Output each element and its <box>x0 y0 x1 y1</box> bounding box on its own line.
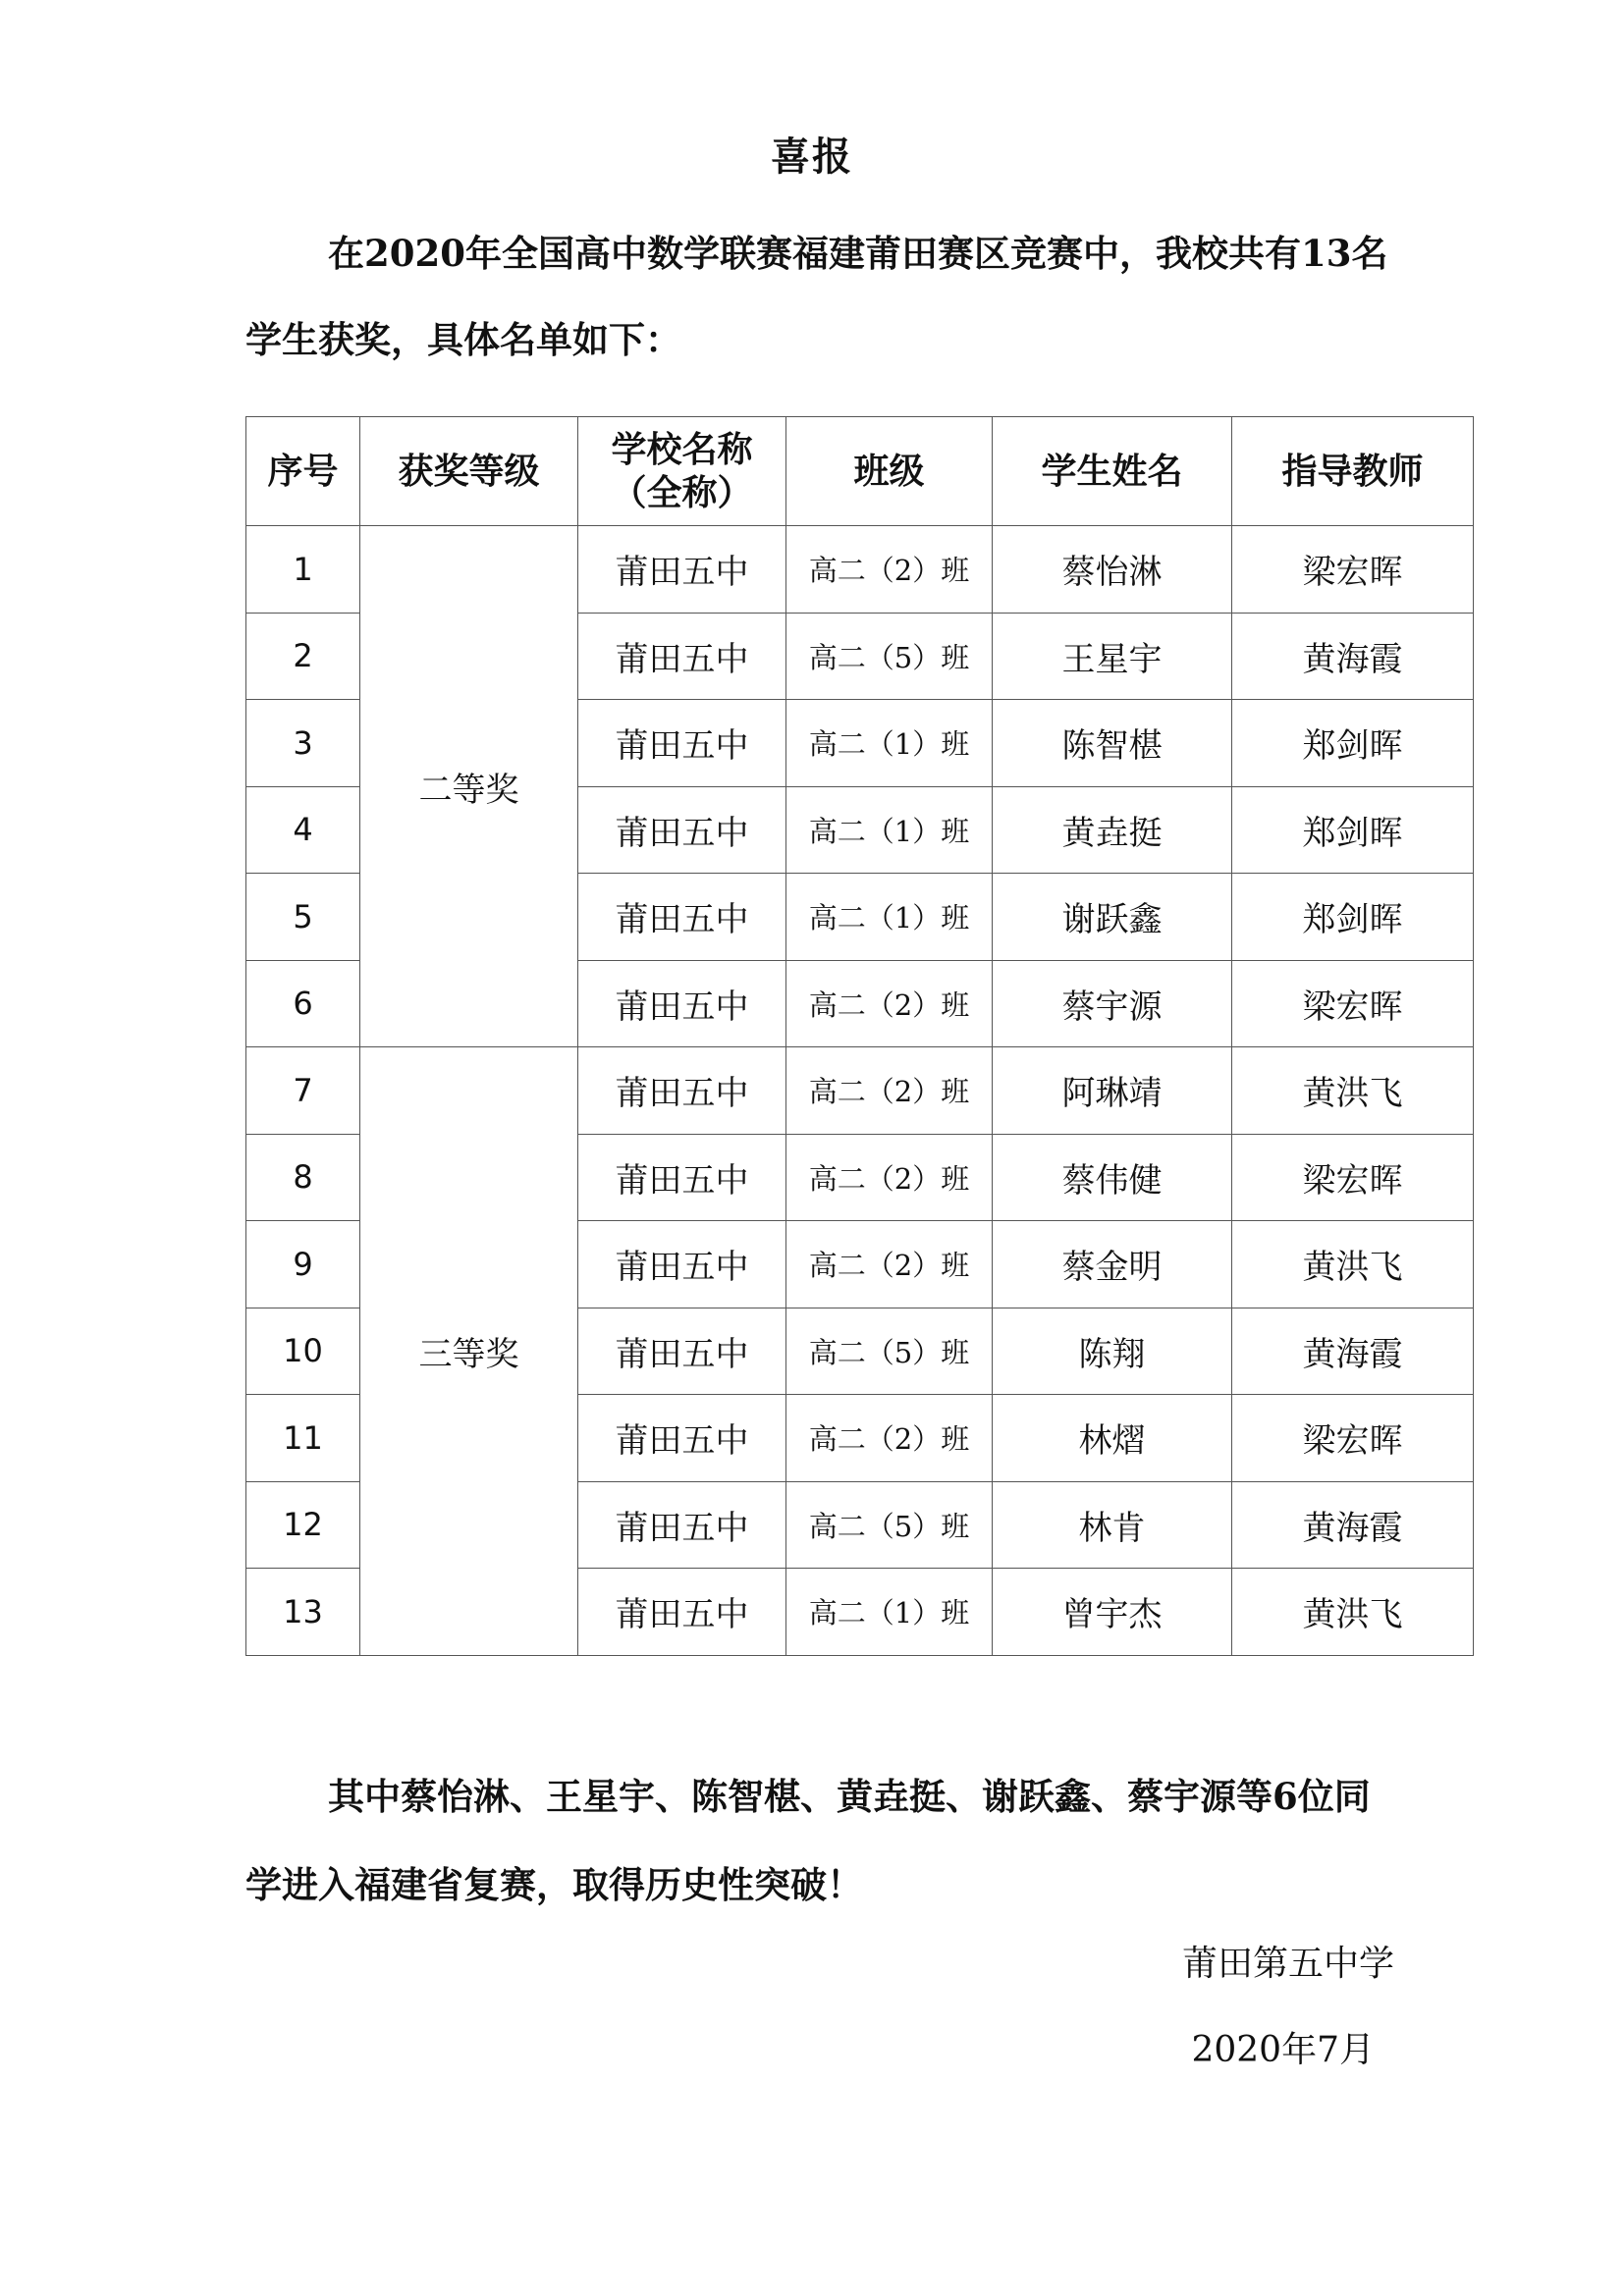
cell-class: 高二（2）班 <box>786 1047 993 1135</box>
intro-paragraph: 在2020年全国高中数学联赛福建莆田赛区竞赛中，我校共有13名学生获奖，具体名单如下： <box>245 232 1388 361</box>
cell-teacher: 郑剑晖 <box>1232 700 1474 787</box>
cell-teacher: 黄海霞 <box>1232 1481 1474 1569</box>
document-date: 2020年7月 <box>1191 2030 1375 2070</box>
header-class: 班级 <box>786 417 993 526</box>
cell-student: 陈智椹 <box>993 700 1232 787</box>
cell-teacher: 郑剑晖 <box>1232 874 1474 961</box>
cell-school: 莆田五中 <box>578 700 786 787</box>
cell-class: 高二（1）班 <box>786 700 993 787</box>
cell-school: 莆田五中 <box>578 1395 786 1482</box>
cell-class: 高二（2）班 <box>786 1395 993 1482</box>
table-row <box>246 1047 1474 1135</box>
cell-school: 莆田五中 <box>578 1047 786 1135</box>
cell-index: 1 <box>246 526 360 614</box>
cell-student: 王星宇 <box>993 613 1232 700</box>
cell-school: 莆田五中 <box>578 786 786 874</box>
cell-teacher: 黄洪飞 <box>1232 1569 1474 1656</box>
cell-student: 蔡宇源 <box>993 960 1232 1047</box>
cell-index: 8 <box>246 1134 360 1221</box>
cell-school: 莆田五中 <box>578 526 786 614</box>
cell-index: 6 <box>246 960 360 1047</box>
cell-class: 高二（5）班 <box>786 1308 993 1395</box>
cell-index: 2 <box>246 613 360 700</box>
cell-school: 莆田五中 <box>578 960 786 1047</box>
cell-school: 莆田五中 <box>578 1481 786 1569</box>
cell-school: 莆田五中 <box>578 874 786 961</box>
cell-teacher: 黄洪飞 <box>1232 1047 1474 1135</box>
cell-index: 11 <box>246 1395 360 1482</box>
table-header-row <box>246 417 1474 526</box>
cell-index: 9 <box>246 1221 360 1308</box>
cell-class: 高二（5）班 <box>786 613 993 700</box>
cell-class: 高二（1）班 <box>786 874 993 961</box>
header-teacher: 指导教师 <box>1232 417 1474 526</box>
cell-class: 高二（2）班 <box>786 1134 993 1221</box>
cell-school: 莆田五中 <box>578 1308 786 1395</box>
cell-teacher: 黄洪飞 <box>1232 1221 1474 1308</box>
header-school: 学校名称（全称） <box>578 417 786 526</box>
cell-teacher: 梁宏晖 <box>1232 960 1474 1047</box>
signer: 莆田第五中学 <box>1181 1944 1394 1984</box>
table-row <box>246 526 1474 614</box>
header-award: 获奖等级 <box>360 417 578 526</box>
cell-teacher: 梁宏晖 <box>1232 526 1474 614</box>
table-body <box>246 526 1474 1656</box>
cell-index: 4 <box>246 786 360 874</box>
cell-teacher: 黄海霞 <box>1232 613 1474 700</box>
cell-index: 13 <box>246 1569 360 1656</box>
cell-student: 谢跃鑫 <box>993 874 1232 961</box>
cell-school: 莆田五中 <box>578 1221 786 1308</box>
cell-class: 高二（1）班 <box>786 786 993 874</box>
cell-student: 林肯 <box>993 1481 1232 1569</box>
cell-school: 莆田五中 <box>578 613 786 700</box>
header-index: 序号 <box>246 417 360 526</box>
cell-class: 高二（2）班 <box>786 526 993 614</box>
cell-student: 陈翔 <box>993 1308 1232 1395</box>
header-student: 学生姓名 <box>993 417 1232 526</box>
cell-school: 莆田五中 <box>578 1569 786 1656</box>
cell-student: 蔡怡淋 <box>993 526 1232 614</box>
cell-teacher: 黄海霞 <box>1232 1308 1474 1395</box>
document-title: 喜报 <box>771 133 853 180</box>
cell-class: 高二（2）班 <box>786 960 993 1047</box>
closing-paragraph: 其中蔡怡淋、王星宇、陈智椹、黄垚挺、谢跃鑫、蔡宇源等6位同学进入福建省复赛，取得历史性突破！ <box>245 1775 1371 1906</box>
cell-index: 10 <box>246 1308 360 1395</box>
cell-class: 高二（5）班 <box>786 1481 993 1569</box>
cell-student: 林熠 <box>993 1395 1232 1482</box>
cell-index: 5 <box>246 874 360 961</box>
cell-index: 12 <box>246 1481 360 1569</box>
cell-index: 7 <box>246 1047 360 1135</box>
cell-student: 蔡伟健 <box>993 1134 1232 1221</box>
cell-student: 蔡金明 <box>993 1221 1232 1308</box>
cell-award-third: 三等奖 <box>360 1047 578 1656</box>
cell-school: 莆田五中 <box>578 1134 786 1221</box>
cell-student: 阿琳靖 <box>993 1047 1232 1135</box>
cell-teacher: 梁宏晖 <box>1232 1395 1474 1482</box>
awards-table <box>245 416 1474 1656</box>
cell-class: 高二（1）班 <box>786 1569 993 1656</box>
cell-award-second: 二等奖 <box>360 526 578 1047</box>
cell-teacher: 梁宏晖 <box>1232 1134 1474 1221</box>
cell-teacher: 郑剑晖 <box>1232 786 1474 874</box>
cell-student: 曾宇杰 <box>993 1569 1232 1656</box>
cell-index: 3 <box>246 700 360 787</box>
cell-class: 高二（2）班 <box>786 1221 993 1308</box>
cell-student: 黄垚挺 <box>993 786 1232 874</box>
